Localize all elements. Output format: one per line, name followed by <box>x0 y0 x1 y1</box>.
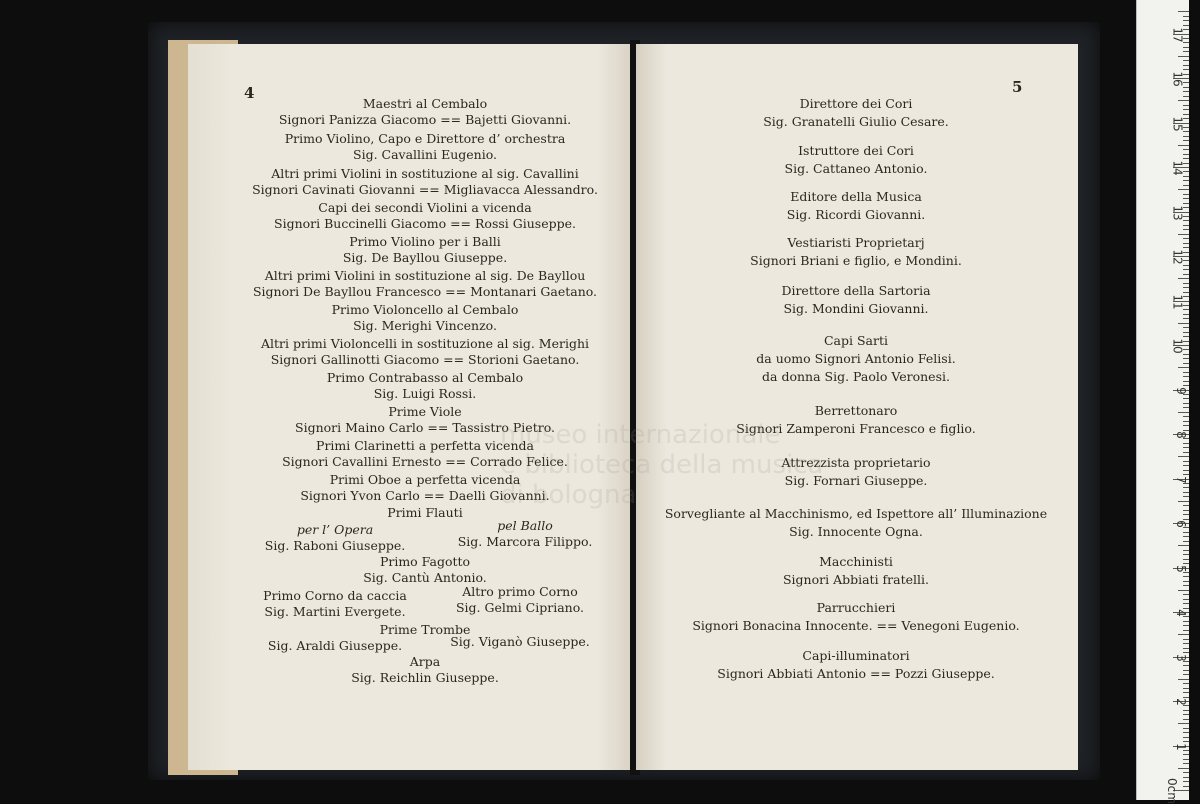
ruler-label: 14 <box>1170 160 1185 176</box>
ruler-label: 9 <box>1174 386 1189 395</box>
page-number-left: 4 <box>244 84 255 102</box>
ruler-tick <box>1183 759 1189 760</box>
ruler-tick <box>1178 56 1189 57</box>
ruler-tick <box>1183 443 1189 444</box>
section-heading: Maestri al Cembalo <box>362 96 488 111</box>
performer-names: Signori Cavallini Ernesto == Corrado Felice. <box>282 454 568 469</box>
performer-names: Signori Buccinelli Giacomo == Rossi Giuseppe. <box>274 216 576 231</box>
right-page-line: Signori Briani e figlio, e Mondini. <box>750 253 962 268</box>
ruler-tick <box>1183 487 1189 488</box>
section-heading: Altri primi Violoncelli in sostituzione al sig. Merighi <box>260 336 590 351</box>
section-heading: Primo Violino per i Balli <box>349 234 501 249</box>
corno-label: Altro primo Corno <box>462 584 578 599</box>
section-heading: Primo Fagotto <box>379 554 471 569</box>
ruler-tick <box>1183 505 1189 506</box>
ruler-tick <box>1183 229 1189 230</box>
ruler-tick <box>1183 692 1189 693</box>
ruler-tick <box>1183 372 1189 373</box>
ruler-tick <box>1183 105 1189 106</box>
corno-name: Sig. Gelmi Cipriano. <box>455 600 585 615</box>
ruler-tick <box>1183 60 1189 61</box>
section-heading: Primi Oboe a perfetta vicenda <box>329 472 521 487</box>
ruler-tick <box>1183 47 1189 48</box>
ruler-tick <box>1183 536 1189 537</box>
ruler-tick <box>1183 714 1189 715</box>
ruler-tick <box>1178 501 1189 502</box>
right-page-line: Signori Zamperoni Francesco e figlio. <box>736 421 976 436</box>
ruler-tick <box>1183 665 1189 666</box>
watermark-line: e biblioteca della musica <box>500 450 824 480</box>
ruler-tick <box>1183 728 1189 729</box>
ruler-tick <box>1183 754 1189 755</box>
section-heading: Prime Viole <box>388 404 462 419</box>
ruler-label: 7 <box>1174 475 1189 484</box>
ruler-tick <box>1183 136 1189 137</box>
ruler-tick <box>1183 781 1189 782</box>
ruler-tick <box>1183 287 1189 288</box>
right-page-line: Capi Sarti <box>823 333 888 348</box>
ruler-tick <box>1183 732 1189 733</box>
ruler-tick <box>1183 149 1189 150</box>
ruler-tick <box>1183 514 1189 515</box>
section-heading: Arpa <box>409 654 441 669</box>
performer-names: Signori Maino Carlo == Tassistro Pietro. <box>295 420 555 435</box>
ruler-tick <box>1183 96 1189 97</box>
measuring-ruler <box>1136 0 1189 804</box>
ruler-tick <box>1183 198 1189 199</box>
right-page-line: Signori Abbiati fratelli. <box>782 572 929 587</box>
ruler-tick <box>1183 741 1189 742</box>
performer-names: Sig. Merighi Vincenzo. <box>353 318 497 333</box>
ruler-tick <box>1183 180 1189 181</box>
ruler-tick <box>1183 274 1189 275</box>
ruler-tick <box>1183 447 1189 448</box>
right-page-line: Sig. Cattaneo Antonio. <box>784 161 928 176</box>
performer-names: Sig. Cantù Antonio. <box>363 570 487 585</box>
ruler-tick <box>1183 786 1189 787</box>
performer-names: Sig. Cavallini Eugenio. <box>353 147 497 162</box>
ruler-tick <box>1183 710 1189 711</box>
ruler-tick <box>1183 688 1189 689</box>
right-page-line: Sig. Fornari Giuseppe. <box>784 473 928 488</box>
ruler-tick <box>1183 185 1189 186</box>
ruler-tick <box>1183 594 1189 595</box>
ruler-tick <box>1183 639 1189 640</box>
right-page-line: Berrettonaro <box>814 403 898 418</box>
corno-name: Sig. Martini Evergete. <box>264 604 406 619</box>
ruler-tick <box>1183 670 1189 671</box>
tromba-name: Sig. Araldi Giuseppe. <box>267 638 403 653</box>
ruler-tick <box>1183 385 1189 386</box>
right-page-line: Attrezzista proprietario <box>781 455 931 470</box>
ruler-tick <box>1178 367 1189 368</box>
left-page <box>188 44 634 770</box>
ruler-tick <box>1183 265 1189 266</box>
ruler-label: 2 <box>1174 698 1189 706</box>
ruler-tick <box>1183 158 1189 159</box>
ruler-tick <box>1183 336 1189 337</box>
ruler-tick <box>1183 554 1189 555</box>
ruler-tick <box>1183 474 1189 475</box>
ruler-tick <box>1183 737 1189 738</box>
ruler-tick <box>1183 25 1189 26</box>
section-heading: Primi Clarinetti a perfetta vicenda <box>316 438 534 453</box>
ruler-tick <box>1183 354 1189 355</box>
section-heading: Capi dei secondi Violini a vicenda <box>318 200 532 215</box>
ruler-label: 1 <box>1174 742 1189 751</box>
ruler-tick <box>1183 327 1189 328</box>
ruler-tick <box>1178 234 1189 235</box>
ruler-tick <box>1178 412 1189 413</box>
right-page-line: Direttore dei Cori <box>799 96 913 111</box>
ruler-tick <box>1183 238 1189 239</box>
ruler-tick <box>1183 763 1189 764</box>
ruler-tick <box>1183 541 1189 542</box>
ruler-tick <box>1183 550 1189 551</box>
ruler-tick <box>1178 323 1189 324</box>
ruler-tick <box>1183 683 1189 684</box>
ruler-label: 12 <box>1170 249 1185 265</box>
ruler-tick <box>1183 69 1189 70</box>
ruler-label: 3 <box>1174 653 1189 662</box>
ruler-tick <box>1178 590 1189 591</box>
ruler-tick <box>1183 674 1189 675</box>
ruler-label: 6 <box>1174 520 1189 528</box>
ruler-label: 10 <box>1170 338 1185 354</box>
tromba-name: Sig. Viganò Giuseppe. <box>450 634 590 649</box>
flauti-ballo-name: Sig. Marcora Filippo. <box>457 534 593 549</box>
performer-names: Sig. Luigi Rossi. <box>373 386 477 401</box>
ruler-tick <box>1183 643 1189 644</box>
section-heading: Primo Violoncello al Cembalo <box>331 302 519 317</box>
ruler-tick <box>1183 176 1189 177</box>
ruler-tick <box>1178 278 1189 279</box>
ruler-tick <box>1183 621 1189 622</box>
ruler-tick <box>1183 465 1189 466</box>
ruler-tick <box>1178 634 1189 635</box>
ruler-tick <box>1178 100 1189 101</box>
ruler-tick <box>1183 114 1189 115</box>
ruler-tick <box>1183 51 1189 52</box>
ruler-tick <box>1183 425 1189 426</box>
right-page-line: Sig. Ricordi Giovanni. <box>786 207 926 222</box>
performer-names: Signori Gallinotti Giacomo == Storioni Gaetano. <box>270 352 580 367</box>
ruler-tick <box>1183 559 1189 560</box>
ruler-tick <box>1183 492 1189 493</box>
performer-names: Signori Yvon Carlo == Daelli Giovanni. <box>300 488 550 503</box>
ruler-label: 13 <box>1170 204 1185 221</box>
ruler-tick <box>1183 292 1189 293</box>
ruler-tick <box>1183 510 1189 511</box>
right-page-line: Capi-illuminatori <box>802 648 910 663</box>
ruler-tick <box>1183 314 1189 315</box>
ruler-tick <box>1183 719 1189 720</box>
ruler-tick <box>1183 772 1189 773</box>
right-page-line: Direttore della Sartoria <box>781 283 931 298</box>
ruler-tick <box>1183 416 1189 417</box>
ruler-tick <box>1183 332 1189 333</box>
ruler-tick <box>1183 91 1189 92</box>
section-heading: Altri primi Violini in sostituzione al sig. Cavallini <box>271 166 579 181</box>
performer-names: Signori Cavinati Giovanni == Migliavacca Alessandro. <box>252 182 598 197</box>
ruler-tick <box>1183 109 1189 110</box>
performer-names: Sig. De Bayllou Giuseppe. <box>342 250 508 265</box>
flauti-opera-label: per l’ Opera <box>296 522 374 537</box>
flauti-opera-name: Sig. Raboni Giuseppe. <box>264 538 406 553</box>
right-page-line: Parrucchieri <box>816 600 896 615</box>
ruler-tick <box>1183 269 1189 270</box>
ruler-tick <box>1183 532 1189 533</box>
right-page-line: Sig. Mondini Giovanni. <box>783 301 929 316</box>
ruler-tick <box>1183 777 1189 778</box>
performer-names: Sig. Reichlin Giuseppe. <box>351 670 499 685</box>
ruler-tick <box>1183 599 1189 600</box>
flauti-ballo-label: pel Ballo <box>497 518 553 533</box>
ruler-tick <box>1183 603 1189 604</box>
ruler-tick <box>1183 563 1189 564</box>
watermark-line: di bologna <box>500 480 637 510</box>
ruler-tick <box>1183 225 1189 226</box>
ruler-tick <box>1183 461 1189 462</box>
ruler-tick <box>1183 398 1189 399</box>
ruler-tick <box>1183 648 1189 649</box>
ruler-tick <box>1183 65 1189 66</box>
watermark-line: museo internazionale <box>500 420 781 450</box>
section-heading: Primo Contrabasso al Cembalo <box>326 370 524 385</box>
ruler-tick <box>1178 189 1189 190</box>
right-page-line: Signori Bonacina Innocente. == Venegoni Eugenio. <box>692 618 1020 633</box>
ruler-tick <box>1183 363 1189 364</box>
ruler-tick <box>1178 723 1189 724</box>
page-number-right: 5 <box>1012 78 1023 96</box>
ruler-label: 15 <box>1170 115 1185 132</box>
ruler-tick <box>1178 679 1189 680</box>
ruler-label: 11 <box>1170 293 1185 310</box>
right-page-line: Sig. Innocente Ogna. <box>789 524 923 539</box>
ruler-tick <box>1183 140 1189 141</box>
ruler-tick <box>1183 452 1189 453</box>
ruler-tick <box>1183 376 1189 377</box>
ruler-tick <box>1183 652 1189 653</box>
corno-label: Primo Corno da caccia <box>263 588 407 603</box>
ruler-tick <box>1183 585 1189 586</box>
ruler-tick <box>1183 358 1189 359</box>
right-page-line: Signori Abbiati Antonio == Pozzi Giuseppe. <box>717 666 995 681</box>
right-page-line: da uomo Signori Antonio Felisi. <box>756 351 956 366</box>
right-page-line: Sig. Granatelli Giulio Cesare. <box>763 114 949 129</box>
ruler-tick <box>1183 87 1189 88</box>
ruler-tick <box>1183 576 1189 577</box>
ruler-tick <box>1183 581 1189 582</box>
ruler-tick <box>1178 145 1189 146</box>
right-page-line: Sorvegliante al Macchinismo, ed Ispettore all’ Illuminazione <box>664 506 1048 521</box>
ruler-label: 17 <box>1170 26 1185 43</box>
ruler-tick <box>1183 625 1189 626</box>
ruler-tick <box>1183 194 1189 195</box>
section-heading: Primi Flauti <box>387 505 463 520</box>
ruler-tick <box>1183 154 1189 155</box>
ruler-tick <box>1183 421 1189 422</box>
ruler-tick <box>1183 496 1189 497</box>
ruler-tick <box>1183 318 1189 319</box>
right-page-line: Editore della Musica <box>790 189 922 204</box>
ruler-tick <box>1183 20 1189 21</box>
ruler-tick <box>1183 283 1189 284</box>
section-heading: Primo Violino, Capo e Direttore d’ orchestra <box>284 131 566 146</box>
ruler-tick <box>1178 456 1189 457</box>
ruler-tick <box>1183 470 1189 471</box>
right-page-line: Vestiaristi Proprietarj <box>787 235 925 250</box>
ruler-tick <box>1183 381 1189 382</box>
ruler-tick <box>1178 768 1189 769</box>
performer-names: Signori Panizza Giacomo == Bajetti Giovanni. <box>278 112 572 127</box>
section-heading: Altri primi Violini in sostituzione al sig. De Bayllou <box>264 268 586 283</box>
ruler-label: 8 <box>1174 431 1189 439</box>
ruler-tick <box>1183 247 1189 248</box>
library-watermark <box>500 420 823 510</box>
ruler-tick <box>1183 203 1189 204</box>
ruler-label: 16 <box>1170 71 1185 87</box>
ruler-tick <box>1183 243 1189 244</box>
ruler-tick <box>1183 630 1189 631</box>
ruler-tick <box>1183 16 1189 17</box>
ruler-label: 4 <box>1174 609 1189 617</box>
ruler-tick <box>1178 11 1189 12</box>
performer-names: Signori De Bayllou Francesco == Montanari Gaetano. <box>252 284 598 299</box>
ruler-label: 0cm <box>1165 778 1180 804</box>
right-page-line: Macchinisti <box>819 554 893 569</box>
ruler-tick <box>1183 407 1189 408</box>
ruler-tick <box>1178 545 1189 546</box>
right-page <box>636 44 1078 770</box>
section-heading: Prime Trombe <box>379 622 471 637</box>
right-page-line: Istruttore dei Cori <box>798 143 914 158</box>
right-page-line: da donna Sig. Paolo Veronesi. <box>762 369 950 384</box>
ruler-tick <box>1183 403 1189 404</box>
ruler-label: 5 <box>1174 564 1189 573</box>
